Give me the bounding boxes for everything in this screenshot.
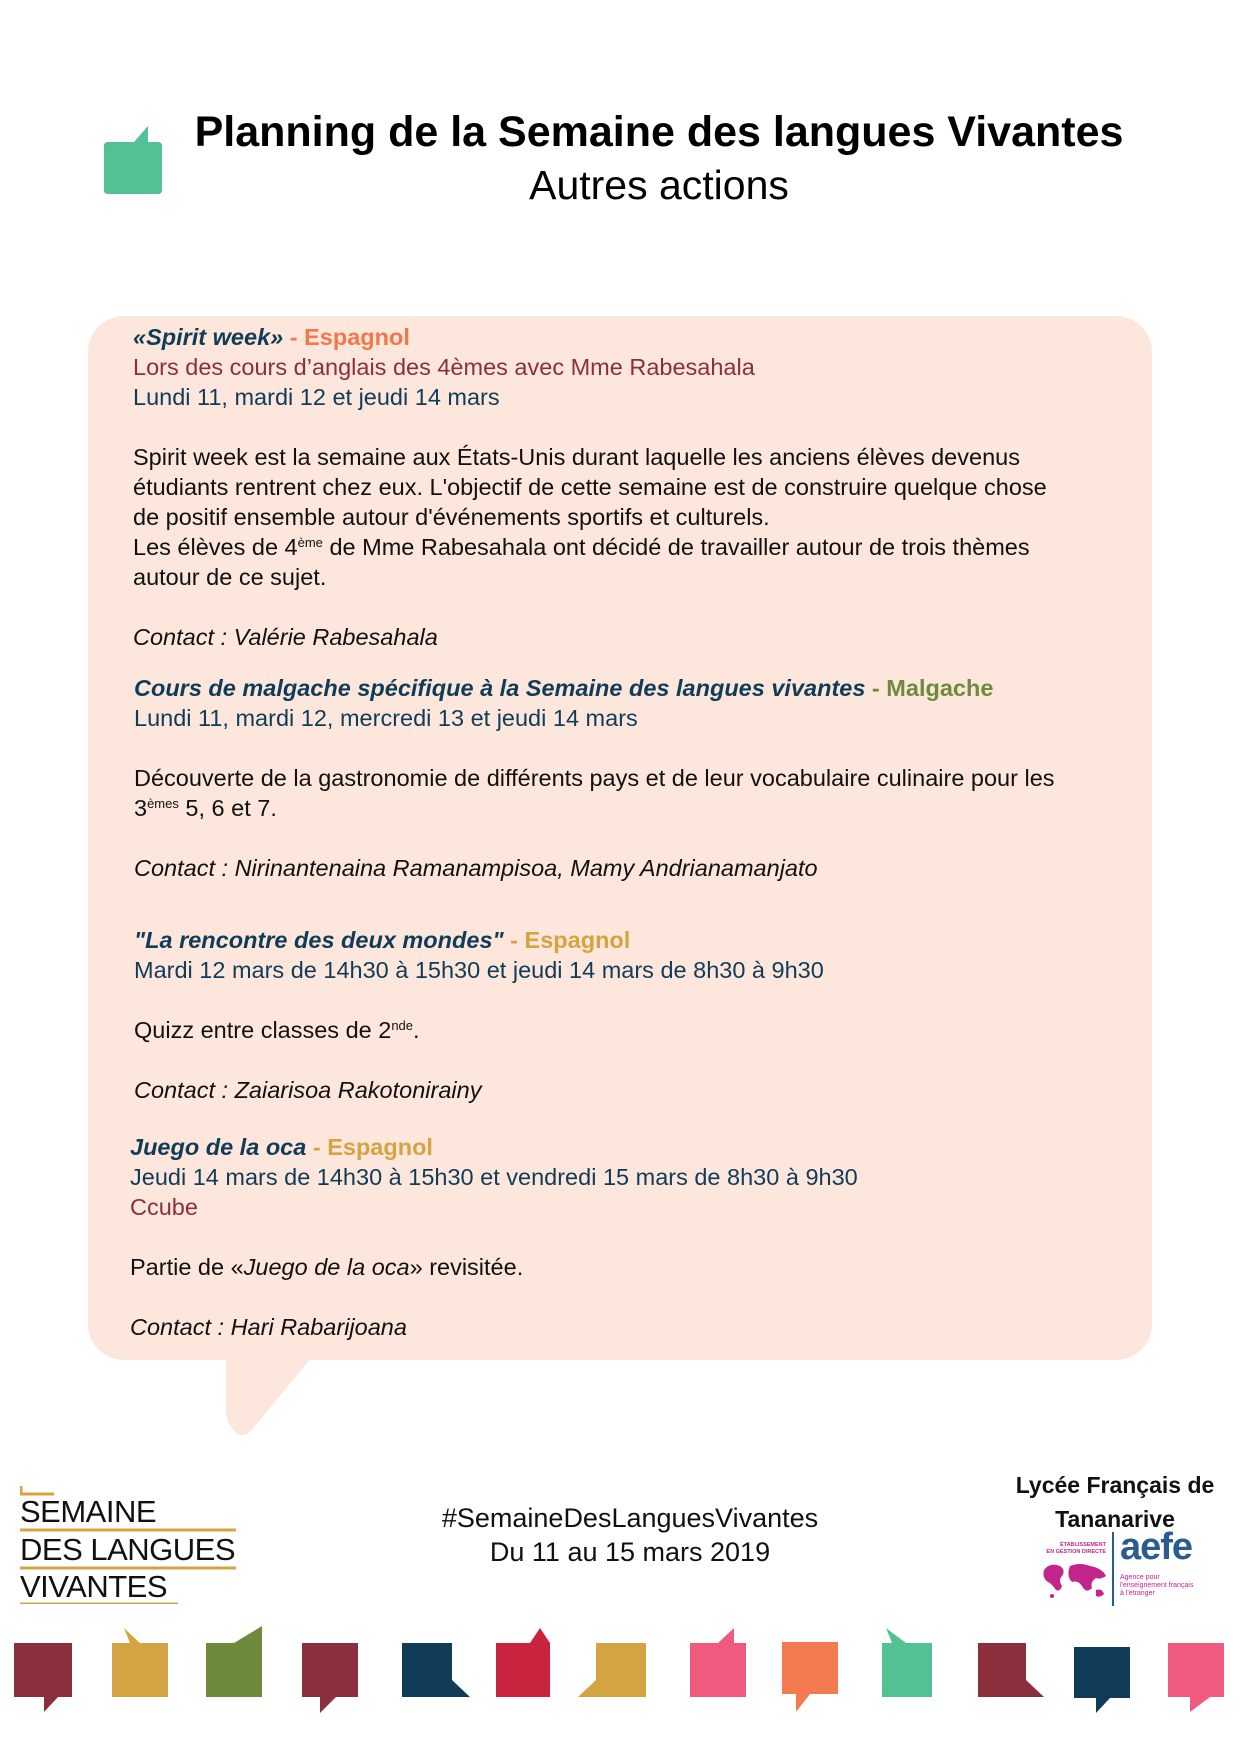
event-dates: Lundi 11, mardi 12, mercredi 13 et jeudi 14 mars: [134, 705, 638, 731]
text: Les élèves de 4: [133, 534, 298, 560]
aefe-tagline: [1120, 1574, 1193, 1598]
text-italic: Juego de la oca: [243, 1254, 410, 1280]
text: 3: [134, 795, 148, 821]
event-contact: Contact : Zaiarisoa Rakotonirainy: [134, 1077, 482, 1103]
speech-bubble-icon: [302, 1643, 358, 1713]
event-description-line: Spirit week est la semaine aux États-Unis durant laquelle les anciens élèves devenus: [133, 444, 1020, 470]
page-subtitle: Autres actions: [529, 162, 789, 208]
event-dates: Jeudi 14 mars de 14h30 à 15h30 et vendredi 15 mars de 8h30 à 9h30: [130, 1164, 858, 1190]
aefe-divider: [1112, 1532, 1114, 1606]
aefe-logo: [1038, 1526, 1208, 1610]
event-title: Juego de la oca: [130, 1134, 307, 1160]
event-heading: [130, 1132, 858, 1162]
speech-bubble-icon: [206, 1626, 262, 1697]
speech-bubble-icon: [496, 1628, 550, 1697]
school-name-line: Lycée Français de: [1015, 1472, 1215, 1498]
event-title: Cours de malgache spécifique à la Semaine des langues vivantes: [134, 675, 866, 701]
semaine-langues-logo: [20, 1484, 250, 1604]
event-location: Lors des cours d’anglais des 4èmes avec Mme Rabesahala: [133, 354, 755, 380]
event-juego-oca: [130, 1132, 858, 1342]
aefe-label-line: ÉTABLISSEMENT: [1059, 1542, 1106, 1548]
event-description-line: autour de ce sujet.: [133, 564, 327, 590]
speech-bubble-icon: [112, 1628, 168, 1697]
event-title: «Spirit week»: [133, 324, 284, 350]
event-separator: -: [283, 324, 305, 350]
text: Partie de «: [130, 1254, 244, 1280]
hashtag: #SemaineDesLanguesVivantes: [441, 1503, 819, 1533]
text: 5, 6 et 7.: [178, 795, 277, 821]
speech-bubble-icon: [14, 1643, 72, 1712]
event-spirit-week: [133, 322, 1047, 652]
superscript: ème: [297, 535, 323, 550]
speech-bubble-icon: [1074, 1647, 1130, 1713]
superscript: èmes: [147, 796, 179, 811]
aefe-tagline-line: à l'étranger: [1120, 1590, 1155, 1597]
world-map-icon: [1040, 1560, 1110, 1604]
aefe-label-line: EN GESTION DIRECTE: [1046, 1549, 1106, 1555]
event-separator: -: [865, 675, 887, 701]
event-description-line: [133, 532, 1047, 562]
event-description-line: [130, 1252, 858, 1282]
superscript: nde: [391, 1018, 414, 1033]
text: .: [413, 1017, 420, 1043]
event-heading: [134, 673, 1055, 703]
event-dates: Lundi 11, mardi 12 et jeudi 14 mars: [133, 384, 500, 410]
text: » revisitée.: [409, 1254, 524, 1280]
event-location: Ccube: [130, 1194, 198, 1220]
event-description-line: étudiants rentrent chez eux. L'objectif de cette semaine est de construire quelque chose: [133, 474, 1047, 500]
event-contact: Contact : Hari Rabarijoana: [130, 1314, 407, 1340]
event-language: Espagnol: [304, 324, 410, 350]
speech-bubble-icon: [978, 1643, 1044, 1697]
logo-line: SEMAINE: [20, 1494, 157, 1529]
event-contact: Contact : Valérie Rabesahala: [133, 624, 438, 650]
school-name: [1000, 1468, 1230, 1536]
speech-bubble-icon: [402, 1643, 470, 1697]
event-dates-range: Du 11 au 15 mars 2019: [489, 1537, 771, 1567]
event-description-line: [134, 793, 1055, 823]
speech-bubble-icon: [1168, 1643, 1224, 1712]
text: Quizz entre classes de 2: [134, 1017, 392, 1043]
event-separator: -: [306, 1134, 328, 1160]
aefe-tagline-line: l'enseignement français: [1120, 1582, 1194, 1589]
event-separator: -: [503, 927, 525, 953]
bubble-tail: [226, 1340, 326, 1436]
event-language: Espagnol: [327, 1134, 433, 1160]
speech-bubble-icon: [578, 1643, 646, 1697]
event-title: "La rencontre des deux mondes": [134, 927, 504, 953]
aefe-label: [1038, 1542, 1106, 1556]
event-dates: Mardi 12 mars de 14h30 à 15h30 et jeudi 14 mars de 8h30 à 9h30: [134, 957, 824, 983]
logo-line: DES LANGUES: [20, 1532, 236, 1567]
event-malgache: [134, 673, 1055, 883]
logo-line: VIVANTES: [20, 1569, 168, 1604]
event-heading: [133, 322, 1047, 352]
event-rencontre: [134, 925, 824, 1105]
aefe-tagline-line: Agence pour: [1120, 1574, 1160, 1581]
aefe-wordmark: aefe: [1120, 1526, 1193, 1568]
decorative-bubbles-row: [0, 1620, 1240, 1720]
event-contact: Contact : Nirinantenaina Ramanampisoa, Mamy Andrianamanjato: [134, 855, 818, 881]
event-description-line: de positif ensemble autour d'événements sportifs et culturels.: [133, 504, 770, 530]
page-title: Planning de la Semaine des langues Vivantes: [194, 108, 1124, 156]
text: de Mme Rabesahala ont décidé de travailler autour de trois thèmes: [322, 534, 1030, 560]
event-description-line: [134, 1015, 824, 1045]
speech-bubble-icon: [690, 1628, 746, 1697]
event-description-line: Découverte de la gastronomie de différents pays et de leur vocabulaire culinaire pour les: [134, 765, 1055, 791]
speech-bubble-icon: [782, 1642, 838, 1712]
event-language: Malgache: [886, 675, 994, 701]
event-language: Espagnol: [524, 927, 631, 953]
event-heading: [134, 925, 824, 955]
school-name-line: Tananarive: [1055, 1506, 1175, 1532]
speech-bubble-icon: [882, 1628, 932, 1697]
